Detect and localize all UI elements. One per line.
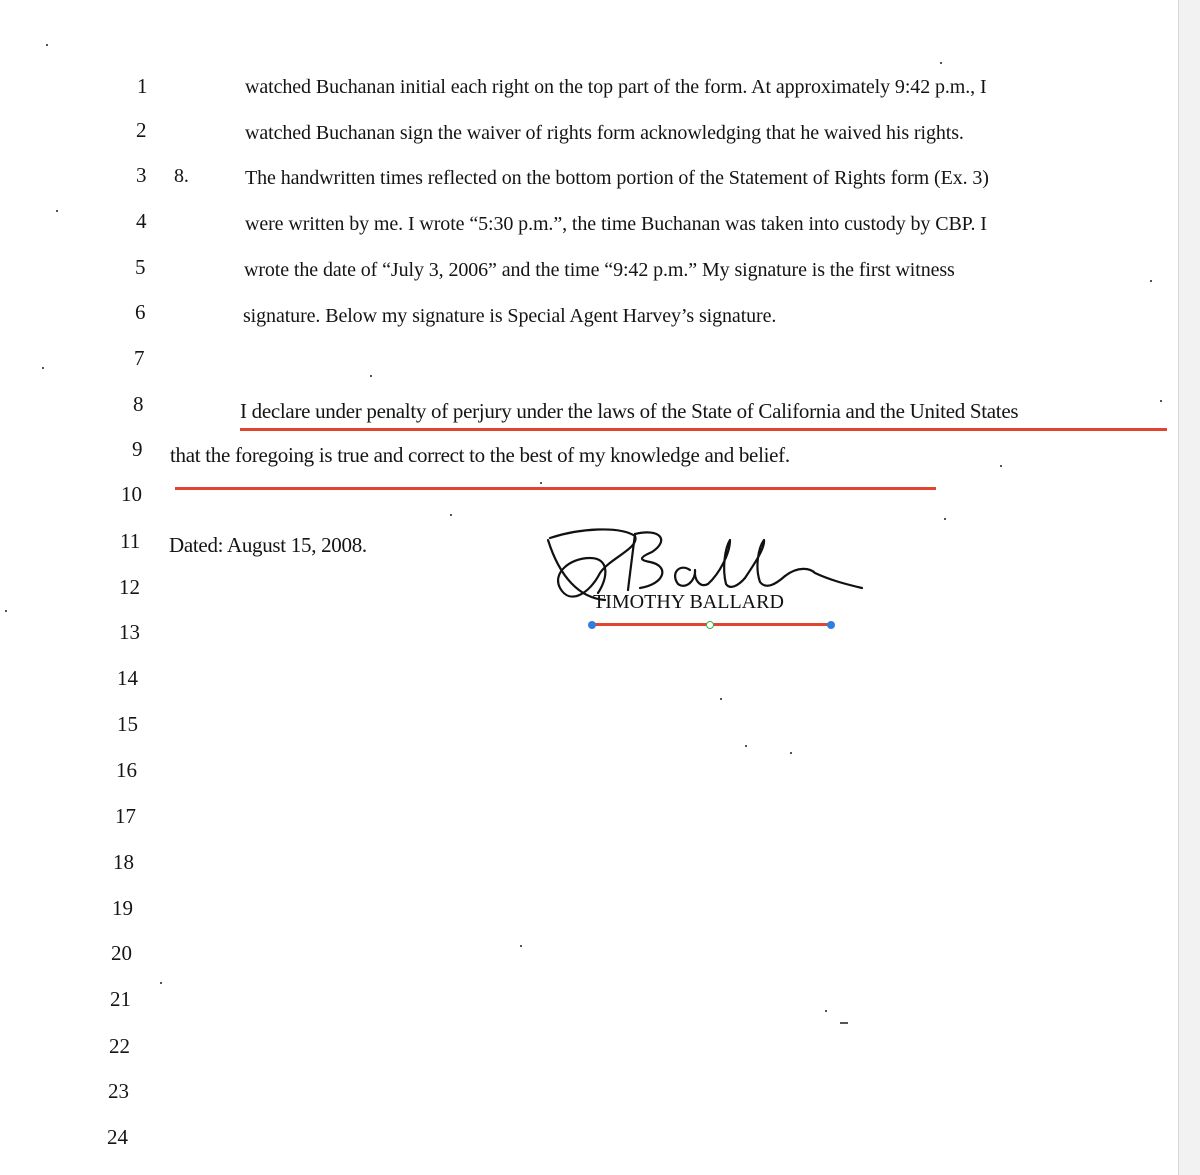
line-number: 21 [110, 987, 131, 1011]
body-line: watched Buchanan initial each right on the top part of the form. At approximately 9:42 p.m., I [245, 76, 987, 98]
line-number: 6 [135, 300, 146, 324]
line-number: 10 [121, 482, 142, 506]
line-number: 24 [107, 1125, 128, 1149]
line-number: 7 [134, 346, 145, 370]
red-underline-annotation[interactable] [175, 487, 936, 490]
resize-handle-left[interactable] [588, 621, 596, 629]
midpoint-handle[interactable] [706, 621, 714, 629]
line-number: 20 [111, 941, 132, 965]
line-number: 16 [116, 758, 137, 782]
body-line: were written by me. I wrote “5:30 p.m.”, the time Buchanan was taken into custody by CBP. I [245, 213, 987, 235]
body-line: signature. Below my signature is Special Agent Harvey’s signature. [243, 305, 777, 327]
line-number: 12 [119, 575, 140, 599]
declaration-line-2: that the foregoing is true and correct to the best of my knowledge and belief. [170, 443, 790, 467]
line-number: 5 [135, 255, 146, 279]
signatory-name: TIMOTHY BALLARD [593, 591, 784, 613]
line-number: 2 [136, 118, 147, 142]
paragraph-number: 8. [174, 165, 189, 187]
line-number: 3 [136, 163, 147, 187]
line-number: 19 [112, 896, 133, 920]
line-number: 8 [133, 392, 144, 416]
line-number: 23 [108, 1079, 129, 1103]
line-number: 14 [117, 666, 138, 690]
line-number: 11 [120, 529, 141, 553]
line-number: 17 [115, 804, 136, 828]
line-number: 13 [119, 620, 140, 644]
line-number: 9 [132, 437, 143, 461]
body-line: The handwritten times reflected on the bottom portion of the Statement of Rights form (Ex. 3) [245, 167, 989, 189]
red-underline-annotation[interactable] [240, 428, 1167, 431]
line-number: 1 [137, 74, 148, 98]
line-number: 4 [136, 209, 147, 233]
body-line: wrote the date of “July 3, 2006” and the time “9:42 p.m.” My signature is the first witness [244, 259, 955, 281]
body-line: watched Buchanan sign the waiver of rights form acknowledging that he waived his rights. [245, 122, 964, 144]
line-number: 15 [117, 712, 138, 736]
dated-line: Dated: August 15, 2008. [169, 533, 367, 557]
adjacent-page-edge [1178, 0, 1200, 1175]
line-number: 22 [109, 1034, 130, 1058]
declaration-line-1: I declare under penalty of perjury under the laws of the State of California and the United States [240, 399, 1019, 423]
line-number: 18 [113, 850, 134, 874]
resize-handle-right[interactable] [827, 621, 835, 629]
